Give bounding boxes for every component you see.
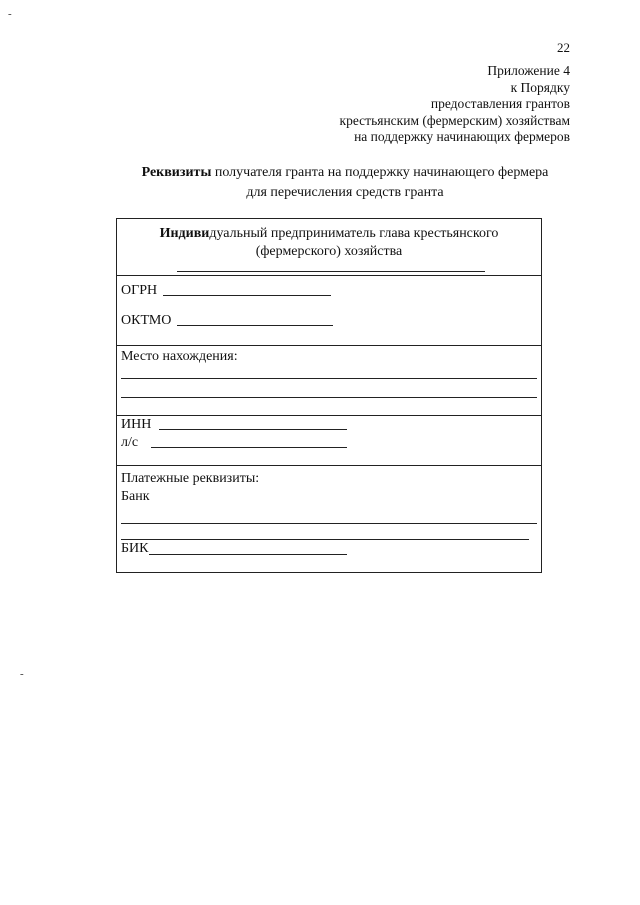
inn-field[interactable]	[159, 429, 347, 430]
location-field-2[interactable]	[121, 397, 537, 398]
appendix-line: к Порядку	[510, 79, 570, 95]
ogrn-label: ОГРН	[121, 283, 158, 298]
appendix-line: предоставления грантов	[430, 96, 570, 111]
tax-section	[117, 415, 541, 466]
account-label: л/с	[121, 435, 139, 450]
appendix-line: крестьянским (фермерским) хозяйствам	[339, 112, 570, 128]
entity-name-field[interactable]	[177, 271, 485, 272]
title-line-1	[110, 163, 580, 183]
inn-label: ИНН	[121, 417, 152, 432]
document-title	[110, 163, 580, 203]
account-field[interactable]	[151, 447, 347, 448]
entity-header-section	[117, 219, 541, 276]
title-bold-word: Реквизиты	[141, 165, 212, 180]
payment-section	[117, 465, 541, 574]
title-rest: получателя гранта на поддержку начинающего фермера	[211, 165, 549, 180]
appendix-line: на поддержку начинающих фермеров	[354, 129, 570, 144]
ogrn-field[interactable]	[163, 295, 331, 296]
bik-field[interactable]	[149, 554, 347, 555]
requisites-form	[116, 218, 542, 573]
entity-header-bold: Индиви	[159, 226, 210, 241]
location-section	[117, 345, 541, 416]
margin-mark-bottom: -	[20, 668, 24, 680]
margin-mark-top: -	[8, 8, 12, 20]
entity-header-line-2: (фермерского) хозяйства	[255, 244, 403, 259]
appendix-header	[340, 63, 570, 146]
bank-field-1[interactable]	[121, 523, 537, 524]
payment-label: Платежные реквизиты:	[121, 471, 260, 486]
title-line-2: для перечисления средств гранта	[246, 185, 444, 200]
appendix-line: Приложение 4	[487, 63, 570, 78]
entity-header	[117, 225, 541, 261]
bik-label: БИК	[121, 541, 149, 556]
bank-label: Банк	[121, 489, 150, 504]
location-label: Место нахождения:	[121, 349, 238, 364]
entity-header-rest: дуальный предприниматель глава крестьянского	[209, 226, 499, 241]
location-field-1[interactable]	[121, 378, 537, 379]
entity-header-line-1	[117, 225, 541, 243]
page-number: 22	[557, 40, 570, 55]
bank-field-2[interactable]	[121, 539, 529, 540]
oktmo-field[interactable]	[177, 325, 333, 326]
oktmo-label: ОКТМО	[121, 313, 172, 328]
registration-section	[117, 275, 541, 346]
